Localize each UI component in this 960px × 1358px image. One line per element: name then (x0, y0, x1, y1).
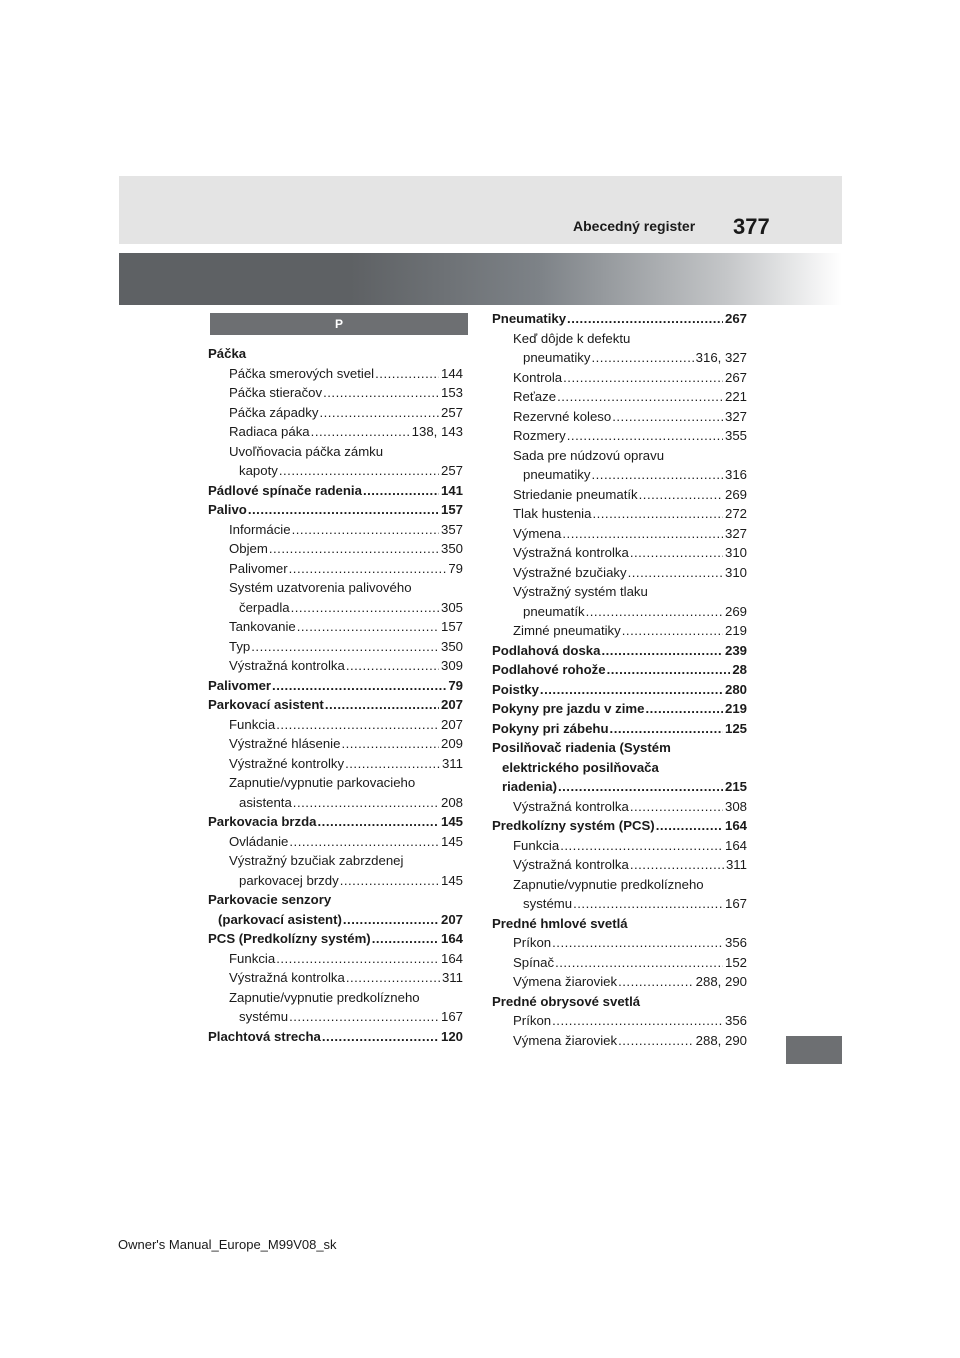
index-entry-page: 164 (440, 931, 463, 946)
index-entry-leader (343, 910, 439, 930)
index-entry (208, 968, 463, 988)
index-entry-term: Kontrola (513, 369, 563, 385)
index-entry-page: 257 (440, 463, 463, 478)
index-entry (208, 598, 463, 618)
index-entry (492, 465, 747, 485)
index-entry-leader (375, 364, 439, 384)
index-entry (492, 504, 747, 524)
index-entry (208, 929, 463, 949)
index-entry-term: Pokyny pre jazdu v zime (492, 701, 645, 716)
index-entry-term: Rozmery (513, 428, 566, 443)
index-entry-page: 167 (724, 896, 747, 911)
index-entry-page: 208 (440, 794, 463, 810)
index-entry (492, 894, 747, 914)
index-entry-leader (552, 1011, 723, 1031)
index-entry (208, 734, 463, 754)
index-entry-term: Palivomer (229, 560, 288, 576)
index-entry (492, 524, 747, 544)
index-entry-term: Pokyny pri zábehu (492, 720, 609, 736)
index-entry-term: Výstražná kontrolka (229, 970, 345, 985)
index-entry-leader (293, 793, 439, 813)
index-entry-page: 207 (440, 911, 463, 927)
index-entry-page: 356 (724, 935, 747, 950)
index-entry-leader (560, 836, 723, 856)
index-entry-leader (341, 734, 439, 754)
index-entry-leader (340, 871, 439, 891)
index-entry (208, 422, 463, 442)
index-entry (208, 851, 463, 871)
index-entry-page: 305 (440, 599, 463, 615)
index-entry-term: kapoty (239, 463, 278, 478)
index-entry-leader (622, 621, 723, 641)
index-entry-page: 269 (724, 603, 747, 619)
index-entry-term: Palivomer (208, 677, 272, 693)
index-entry-term: parkovacej brzdy (239, 872, 339, 888)
index-entry-leader (248, 500, 439, 520)
index-entry-term: Systém uzatvorenia palivového (229, 580, 412, 595)
index-entry-leader (269, 539, 439, 559)
index-entry-leader (630, 543, 723, 563)
index-entry-term: pneumatiky (523, 350, 591, 365)
index-entry-term: Zapnutie/vypnutie parkovacieho (229, 775, 416, 790)
index-entry-leader (557, 387, 723, 407)
index-entry (208, 383, 463, 403)
index-entry (208, 539, 463, 559)
index-entry (492, 387, 747, 407)
index-entry-page: 125 (724, 720, 747, 736)
index-entry-page: 145 (440, 814, 463, 829)
index-entry-term: riadenia) (502, 779, 557, 794)
index-entry-leader (552, 933, 723, 953)
index-entry-leader (618, 1031, 694, 1051)
index-entry (492, 777, 747, 797)
index-entry-leader (591, 465, 723, 485)
index-entry-page: 79 (448, 560, 463, 576)
index-entry-leader (555, 953, 723, 973)
index-entry-leader (319, 403, 439, 423)
index-entry-term: Príkon (513, 1013, 552, 1028)
index-entry-page: 164 (440, 950, 463, 966)
index-entry (492, 992, 747, 1012)
index-entry-leader (610, 719, 723, 739)
index-entry-term: Páčka smerových svetiel (229, 365, 375, 381)
index-entry (492, 1031, 747, 1051)
index-entry-term: Páčka (208, 346, 247, 361)
index-entry-page: 219 (724, 701, 747, 716)
index-entry-term: Príkon (513, 935, 552, 950)
index-entry-page: 310 (724, 545, 747, 560)
index-entry-page: 144 (440, 365, 463, 381)
chapter-gradient-bar (119, 253, 842, 305)
index-entry (492, 621, 747, 641)
index-entry-term: Palivo (208, 502, 247, 517)
index-entry (208, 1027, 463, 1047)
index-entry-term: Zapnutie/vypnutie predkolízneho (229, 989, 420, 1005)
index-entry-page: 215 (724, 779, 747, 794)
side-thumb-tab (786, 1036, 842, 1064)
index-entry (492, 680, 747, 700)
index-entry (208, 442, 463, 462)
index-entry (492, 582, 747, 602)
index-entry-page: 167 (440, 1009, 463, 1024)
index-entry-term: Výstražný bzučiak zabrzdenej (229, 853, 404, 868)
index-entry-page: 207 (440, 716, 463, 732)
index-entry-term: Spínač (513, 954, 555, 970)
index-entry-term: Funkcia (229, 950, 276, 966)
index-entry-leader (323, 383, 439, 403)
index-entry-leader (345, 754, 440, 774)
index-entry (208, 520, 463, 540)
index-entry-page: 267 (724, 369, 747, 385)
index-entry-leader (612, 407, 723, 427)
index-entry-leader (628, 563, 723, 583)
index-entry (492, 407, 747, 427)
index-entry-term: čerpadla (239, 599, 290, 615)
index-entry (492, 309, 747, 329)
index-entry (208, 461, 463, 481)
index-entry-page: 311 (725, 857, 747, 872)
index-entry-page: 280 (724, 681, 747, 697)
index-entry-term: Tlak hustenia (513, 506, 592, 521)
index-entry-page: 221 (724, 389, 747, 404)
index-entry-term: Objem (229, 541, 268, 556)
index-entry-page: 145 (440, 872, 463, 888)
index-entry-leader (363, 481, 439, 501)
index-entry (208, 871, 463, 891)
index-entry-term: Výmena žiaroviek (513, 1032, 618, 1048)
index-entry-page: 157 (440, 502, 463, 517)
index-entry-page: 138, 143 (411, 424, 463, 439)
index-entry (492, 348, 747, 368)
index-entry-term: Striedanie pneumatík (513, 486, 638, 502)
index-entry-leader (630, 797, 723, 817)
index-entry-term: PCS (Predkolízny systém) (208, 931, 371, 946)
index-entry (492, 836, 747, 856)
index-entry (208, 793, 463, 813)
index-entry-page: 28 (732, 662, 747, 677)
index-entry (492, 797, 747, 817)
index-entry-leader (563, 368, 723, 388)
index-column-left (208, 344, 463, 1046)
index-entry-term: Funkcia (229, 716, 276, 732)
index-entry-page: 356 (724, 1013, 747, 1028)
index-entry-page: 288, 290 (695, 974, 747, 989)
index-entry-page: 207 (440, 697, 463, 712)
index-entry-page: 316, 327 (695, 350, 747, 365)
index-entry (208, 344, 463, 364)
index-entry-term: Uvoľňovacia páčka zámku (229, 443, 384, 459)
index-entry-page: 269 (724, 486, 747, 502)
index-entry-term: Výstražná kontrolka (513, 798, 629, 814)
index-entry-leader (346, 968, 440, 988)
index-entry-term: Zimné pneumatiky (513, 623, 621, 638)
index-entry (208, 988, 463, 1008)
index-entry-page: 219 (724, 623, 747, 638)
index-entry (208, 637, 463, 657)
index-entry-page: 120 (440, 1028, 463, 1044)
index-entry (492, 699, 747, 719)
index-entry-term: Typ (229, 638, 251, 654)
index-entry (492, 563, 747, 583)
index-entry-page: 267 (724, 311, 747, 326)
index-entry-leader (607, 660, 731, 680)
index-entry-leader (291, 598, 439, 618)
index-entry-leader (573, 894, 723, 914)
index-entry-term: Parkovacie senzory (208, 892, 332, 907)
index-entry (492, 816, 747, 836)
index-entry (208, 656, 463, 676)
index-entry (208, 754, 463, 774)
index-entry-term: systému (239, 1009, 289, 1024)
index-entry-page: 152 (724, 954, 747, 970)
index-entry-page: 310 (724, 564, 747, 580)
footer-manual-id: Owner's Manual_Europe_M99V08_sk (118, 1237, 337, 1252)
index-entry (208, 695, 463, 715)
index-entry-term: systému (523, 896, 573, 911)
index-entry (208, 617, 463, 637)
page-number: 377 (733, 214, 770, 239)
index-entry-page: 327 (724, 408, 747, 424)
index-entry-term: Radiaca páka (229, 424, 310, 439)
index-entry-term: Predné obrysové svetlá (492, 993, 641, 1009)
index-entry-term: asistenta (239, 794, 292, 810)
index-entry-term: pneumatík (523, 603, 585, 619)
index-entry-leader (567, 309, 723, 329)
index-column-right (492, 309, 747, 1050)
index-letter-heading: P (210, 313, 468, 335)
index-entry (208, 676, 463, 696)
index-entry (492, 875, 747, 895)
index-entry-leader (276, 949, 439, 969)
index-entry (208, 773, 463, 793)
index-entry (492, 738, 747, 758)
index-entry-term: Plachtová strecha (208, 1028, 321, 1044)
index-entry-leader (289, 559, 447, 579)
index-entry-term: Predné hmlové svetlá (492, 915, 628, 931)
index-entry (208, 578, 463, 598)
index-entry (208, 910, 463, 930)
index-entry-term: Páčka západky (229, 404, 319, 420)
index-entry-page: 239 (724, 642, 747, 658)
index-entry-term: Informácie (229, 521, 291, 537)
index-entry-leader (372, 929, 439, 949)
index-entry-term: Podlahové rohože (492, 662, 606, 677)
index-entry (208, 500, 463, 520)
index-entry (208, 481, 463, 501)
index-entry (208, 812, 463, 832)
index-entry-leader (586, 602, 723, 622)
index-entry-term: Predkolízny systém (PCS) (492, 818, 655, 833)
index-entry-term: Keď dôjde k defektu (513, 330, 631, 346)
index-entry (492, 426, 747, 446)
index-entry-term: Výstražná kontrolka (229, 658, 345, 673)
index-entry (208, 949, 463, 969)
index-entry-leader (289, 832, 439, 852)
index-entry-term: pneumatiky (523, 467, 591, 482)
index-entry-page: 327 (724, 525, 747, 541)
index-entry-leader (279, 461, 439, 481)
index-entry-leader (562, 524, 723, 544)
index-entry-page: 350 (440, 638, 463, 654)
index-entry-term: Parkovacia brzda (208, 814, 317, 829)
index-entry-page: 153 (440, 385, 463, 400)
index-entry-term: Výmena žiaroviek (513, 974, 618, 989)
index-entry-term: Reťaze (513, 389, 557, 404)
index-entry (492, 719, 747, 739)
index-entry-leader (289, 1007, 439, 1027)
index-entry (492, 660, 747, 680)
index-entry (208, 1007, 463, 1027)
index-entry-leader (591, 348, 693, 368)
index-entry-page: 316 (724, 467, 747, 482)
index-entry-page: 308 (724, 798, 747, 814)
index-entry-term: Tankovanie (229, 619, 296, 634)
index-entry-leader (558, 777, 723, 797)
index-entry-leader (645, 699, 723, 719)
index-entry (492, 855, 747, 875)
index-entry (492, 914, 747, 934)
index-entry-leader (540, 680, 723, 700)
index-entry-leader (322, 1027, 439, 1047)
index-entry-term: Výstražné kontrolky (229, 755, 345, 771)
index-entry (492, 602, 747, 622)
index-entry-term: Podlahová doska (492, 642, 601, 658)
index-entry-leader (630, 855, 724, 875)
index-entry-page: 141 (440, 482, 463, 498)
index-entry-term: Parkovací asistent (208, 697, 324, 712)
index-entry-term: (parkovací asistent) (218, 911, 342, 927)
index-entry (208, 715, 463, 735)
index-entry-page: 164 (724, 837, 747, 853)
index-entry-page: 164 (724, 818, 747, 833)
index-entry (492, 972, 747, 992)
index-entry-term: Posilňovač riadenia (Systém (492, 740, 671, 755)
index-entry (492, 953, 747, 973)
index-entry (492, 1011, 747, 1031)
index-entry (492, 446, 747, 466)
index-entry-leader (656, 816, 723, 836)
index-entry-leader (601, 641, 723, 661)
index-entry-leader (567, 426, 723, 446)
index-entry (208, 403, 463, 423)
index-entry-term: Výstražné hlásenie (229, 736, 341, 751)
index-entry (492, 368, 747, 388)
index-entry (492, 641, 747, 661)
index-entry-page: 355 (724, 428, 747, 443)
index-entry-term: Výmena (513, 525, 562, 541)
index-entry-term: Výstražná kontrolka (513, 857, 629, 872)
index-entry (492, 543, 747, 563)
index-entry-leader (639, 485, 723, 505)
index-entry-term: Poistky (492, 681, 539, 697)
index-entry-page: 357 (440, 521, 463, 537)
index-entry-term: Výstražný systém tlaku (513, 584, 648, 599)
index-entry (492, 329, 747, 349)
index-entry-leader (292, 520, 439, 540)
index-entry-leader (325, 695, 439, 715)
index-entry-leader (251, 637, 439, 657)
index-entry-page: 311 (441, 755, 463, 771)
index-entry (492, 485, 747, 505)
index-entry (208, 364, 463, 384)
index-entry-term: Páčka stieračov (229, 385, 323, 400)
index-entry (208, 832, 463, 852)
index-entry-page: 157 (440, 619, 463, 634)
index-entry-term: Sada pre núdzovú opravu (513, 447, 665, 463)
index-entry (208, 559, 463, 579)
index-entry-page: 309 (440, 658, 463, 673)
index-entry-page: 311 (441, 970, 463, 985)
index-entry-term: elektrického posilňovača (502, 759, 659, 775)
index-entry-page: 272 (724, 506, 747, 521)
index-entry-leader (318, 812, 439, 832)
index-entry-term: Pneumatiky (492, 311, 567, 326)
index-entry-page: 209 (440, 736, 463, 751)
index-entry-page: 257 (440, 404, 463, 420)
index-entry-leader (272, 676, 446, 696)
index-entry-page: 145 (440, 833, 463, 849)
index-entry-term: Funkcia (513, 837, 560, 853)
index-entry (208, 890, 463, 910)
index-entry-leader (592, 504, 723, 524)
index-entry-page: 350 (440, 541, 463, 556)
index-entry-term: Výstražné bzučiaky (513, 564, 627, 580)
index-entry-page: 288, 290 (695, 1032, 747, 1048)
index-entry-leader (276, 715, 439, 735)
index-entry (492, 758, 747, 778)
index-entry-term: Výstražná kontrolka (513, 545, 629, 560)
index-entry-leader (346, 656, 439, 676)
index-entry (492, 933, 747, 953)
index-entry-leader (311, 422, 410, 442)
index-entry-page: 79 (448, 677, 463, 693)
index-entry-term: Ovládanie (229, 833, 289, 849)
index-entry-term: Pádlové spínače radenia (208, 482, 362, 498)
index-entry-leader (618, 972, 694, 992)
index-entry-leader (297, 617, 439, 637)
index-entry-term: Zapnutie/vypnutie predkolízneho (513, 876, 704, 892)
section-title: Abecedný register (573, 218, 696, 234)
index-entry-term: Rezervné koleso (513, 408, 612, 424)
